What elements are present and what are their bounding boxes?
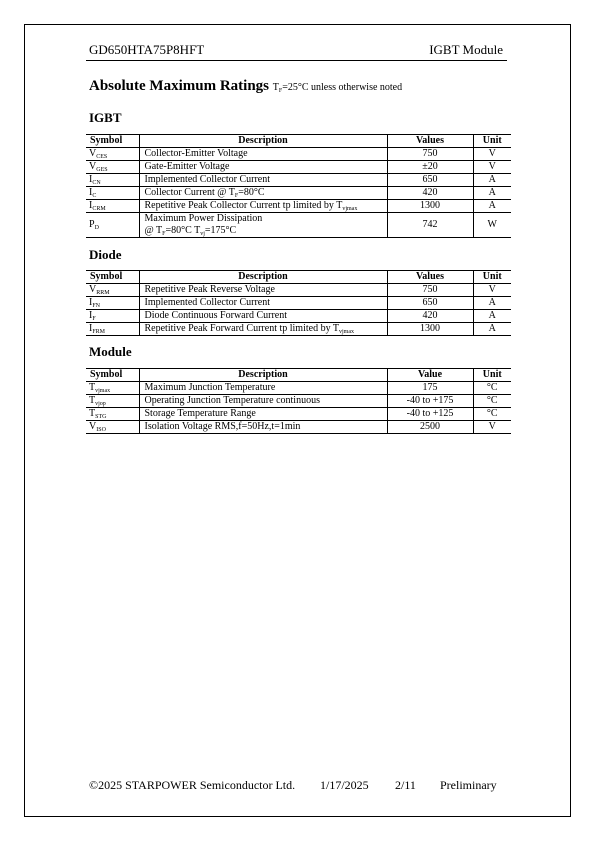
symbol-sub: RRM bbox=[96, 290, 110, 296]
symbol-sub: STG bbox=[95, 414, 107, 420]
footer-status: Preliminary bbox=[440, 778, 497, 792]
desc-text: Repetitive Peak Collector Current tp limited by T bbox=[144, 200, 343, 211]
symbol-sub: vjop bbox=[95, 401, 106, 407]
table-row bbox=[86, 421, 511, 434]
table-row bbox=[86, 382, 511, 395]
symbol-sub: ISO bbox=[96, 427, 106, 433]
section-title bbox=[89, 78, 402, 95]
symbol-sub: FN bbox=[92, 303, 101, 309]
symbol-cell bbox=[86, 284, 139, 297]
page-header bbox=[89, 42, 503, 60]
desc-text: Collector Current @ T bbox=[144, 187, 235, 198]
symbol: V bbox=[89, 148, 97, 159]
footer-copyright: ©2025 STARPOWER Semiconductor Ltd. bbox=[89, 778, 296, 792]
table-row bbox=[86, 213, 511, 238]
diode-table bbox=[86, 270, 511, 336]
col-description: Description bbox=[139, 271, 387, 284]
symbol-sub: CES bbox=[96, 154, 108, 160]
desc-text: =80°C T bbox=[165, 225, 201, 236]
table-row bbox=[86, 187, 511, 200]
symbol: I bbox=[89, 323, 93, 334]
description-cell bbox=[139, 213, 387, 238]
col-symbol: Symbol bbox=[86, 271, 139, 284]
symbol-sub: D bbox=[94, 225, 99, 231]
part-number: GD650HTA75P8HFT bbox=[89, 42, 205, 57]
symbol-sub: GES bbox=[96, 167, 108, 173]
symbol-cell bbox=[86, 382, 139, 395]
symbol: I bbox=[89, 174, 93, 185]
symbol-cell bbox=[86, 310, 139, 323]
desc-text: Repetitive Peak Forward Current tp limited by T bbox=[144, 323, 340, 334]
note-t: T bbox=[272, 82, 279, 93]
desc-text: =80°C bbox=[238, 187, 265, 198]
col-value: Value bbox=[387, 369, 473, 382]
symbol-sub: CRM bbox=[92, 206, 106, 212]
table-header-row bbox=[86, 369, 511, 382]
table-header-row bbox=[86, 135, 511, 148]
symbol-sub: C bbox=[92, 193, 97, 199]
symbol: V bbox=[89, 161, 97, 172]
description-cell: Gate-Emitter Voltage bbox=[139, 161, 387, 174]
symbol: I bbox=[89, 200, 93, 211]
unit-cell: A bbox=[473, 174, 511, 187]
col-symbol: Symbol bbox=[86, 135, 139, 148]
description-cell: Maximum Junction Temperature bbox=[139, 382, 387, 395]
unit-cell: A bbox=[473, 323, 511, 336]
value-cell: 750 bbox=[387, 284, 473, 297]
unit-cell: °C bbox=[473, 395, 511, 408]
unit-cell: W bbox=[473, 213, 511, 238]
col-unit: Unit bbox=[473, 271, 511, 284]
unit-cell: V bbox=[473, 148, 511, 161]
unit-cell: V bbox=[473, 284, 511, 297]
value-cell: 420 bbox=[387, 187, 473, 200]
desc-line-1: Maximum Power Dissipation bbox=[144, 213, 263, 224]
value-cell: 175 bbox=[387, 382, 473, 395]
symbol: T bbox=[89, 395, 96, 406]
symbol-cell bbox=[86, 421, 139, 434]
symbol: T bbox=[89, 408, 96, 419]
table-row bbox=[86, 408, 511, 421]
symbol-cell bbox=[86, 297, 139, 310]
symbol-cell bbox=[86, 395, 139, 408]
symbol: I bbox=[89, 297, 93, 308]
symbol: V bbox=[89, 284, 97, 295]
unit-cell: A bbox=[473, 187, 511, 200]
igbt-title: IGBT bbox=[89, 110, 122, 125]
description-cell bbox=[139, 187, 387, 200]
description-cell: Repetitive Peak Reverse Voltage bbox=[139, 284, 387, 297]
value-cell: -40 to +175 bbox=[387, 395, 473, 408]
symbol-sub: FRM bbox=[92, 329, 106, 335]
description-cell: Storage Temperature Range bbox=[139, 408, 387, 421]
description-cell: Collector-Emitter Voltage bbox=[139, 148, 387, 161]
symbol: I bbox=[89, 310, 93, 321]
col-values: Values bbox=[387, 135, 473, 148]
note-rest: =25°C unless otherwise noted bbox=[282, 82, 403, 93]
unit-cell: A bbox=[473, 310, 511, 323]
section-title-text: Absolute Maximum Ratings bbox=[89, 78, 270, 94]
desc-sub: F bbox=[234, 193, 239, 199]
value-cell: 650 bbox=[387, 297, 473, 310]
symbol-cell bbox=[86, 200, 139, 213]
desc-sub: F bbox=[162, 231, 166, 237]
col-description: Description bbox=[139, 369, 387, 382]
table-row bbox=[86, 284, 511, 297]
module-type: IGBT Module bbox=[429, 42, 503, 57]
desc-text: =175°C bbox=[204, 225, 237, 236]
desc-sub: vjmax bbox=[339, 329, 355, 335]
value-cell: 1300 bbox=[387, 200, 473, 213]
table-row bbox=[86, 310, 511, 323]
desc-sub: vjmax bbox=[342, 206, 358, 212]
unit-cell: A bbox=[473, 200, 511, 213]
footer-page: 2/11 bbox=[395, 778, 416, 792]
header-rule bbox=[86, 60, 507, 61]
unit-cell: °C bbox=[473, 382, 511, 395]
symbol-cell bbox=[86, 148, 139, 161]
symbol-sub: F bbox=[92, 316, 96, 322]
description-cell: Implemented Collector Current bbox=[139, 174, 387, 187]
table-row bbox=[86, 297, 511, 310]
symbol: V bbox=[89, 421, 97, 432]
description-cell: Diode Continuous Forward Current bbox=[139, 310, 387, 323]
value-cell: 420 bbox=[387, 310, 473, 323]
value-cell: 1300 bbox=[387, 323, 473, 336]
symbol-cell bbox=[86, 161, 139, 174]
symbol: P bbox=[89, 219, 95, 230]
description-cell bbox=[139, 200, 387, 213]
value-cell: 650 bbox=[387, 174, 473, 187]
diode-title: Diode bbox=[89, 247, 122, 262]
value-cell: 742 bbox=[387, 213, 473, 238]
table-header-row bbox=[86, 271, 511, 284]
description-cell: Implemented Collector Current bbox=[139, 297, 387, 310]
value-cell: -40 to +125 bbox=[387, 408, 473, 421]
table-row bbox=[86, 395, 511, 408]
value-cell: 2500 bbox=[387, 421, 473, 434]
col-symbol: Symbol bbox=[86, 369, 139, 382]
table-row bbox=[86, 161, 511, 174]
unit-cell: V bbox=[473, 161, 511, 174]
symbol: I bbox=[89, 187, 93, 198]
value-cell: 750 bbox=[387, 148, 473, 161]
desc-sub: vj bbox=[200, 231, 205, 237]
symbol-cell bbox=[86, 174, 139, 187]
symbol-sub: CN bbox=[92, 180, 101, 186]
col-description: Description bbox=[139, 135, 387, 148]
footer-date: 1/17/2025 bbox=[320, 778, 369, 792]
value-cell: ±20 bbox=[387, 161, 473, 174]
symbol-cell bbox=[86, 323, 139, 336]
col-unit: Unit bbox=[473, 369, 511, 382]
module-table bbox=[86, 368, 511, 434]
igbt-table bbox=[86, 134, 511, 238]
unit-cell: °C bbox=[473, 408, 511, 421]
table-row bbox=[86, 323, 511, 336]
symbol-cell bbox=[86, 408, 139, 421]
unit-cell: V bbox=[473, 421, 511, 434]
section-note bbox=[273, 82, 402, 93]
desc-line-2 bbox=[145, 225, 387, 237]
symbol-cell bbox=[86, 187, 139, 200]
table-row bbox=[86, 148, 511, 161]
col-values: Values bbox=[387, 271, 473, 284]
symbol-cell bbox=[86, 213, 139, 238]
table-row bbox=[86, 200, 511, 213]
desc-text: @ T bbox=[144, 225, 163, 236]
note-t-sub: F bbox=[278, 88, 283, 94]
description-cell: Isolation Voltage RMS,f=50Hz,t=1min bbox=[139, 421, 387, 434]
symbol: T bbox=[89, 382, 96, 393]
module-title: Module bbox=[89, 344, 132, 359]
description-cell: Operating Junction Temperature continuous bbox=[139, 395, 387, 408]
description-cell bbox=[139, 323, 387, 336]
unit-cell: A bbox=[473, 297, 511, 310]
col-unit: Unit bbox=[473, 135, 511, 148]
table-row bbox=[86, 174, 511, 187]
symbol-sub: vjmax bbox=[95, 388, 111, 394]
